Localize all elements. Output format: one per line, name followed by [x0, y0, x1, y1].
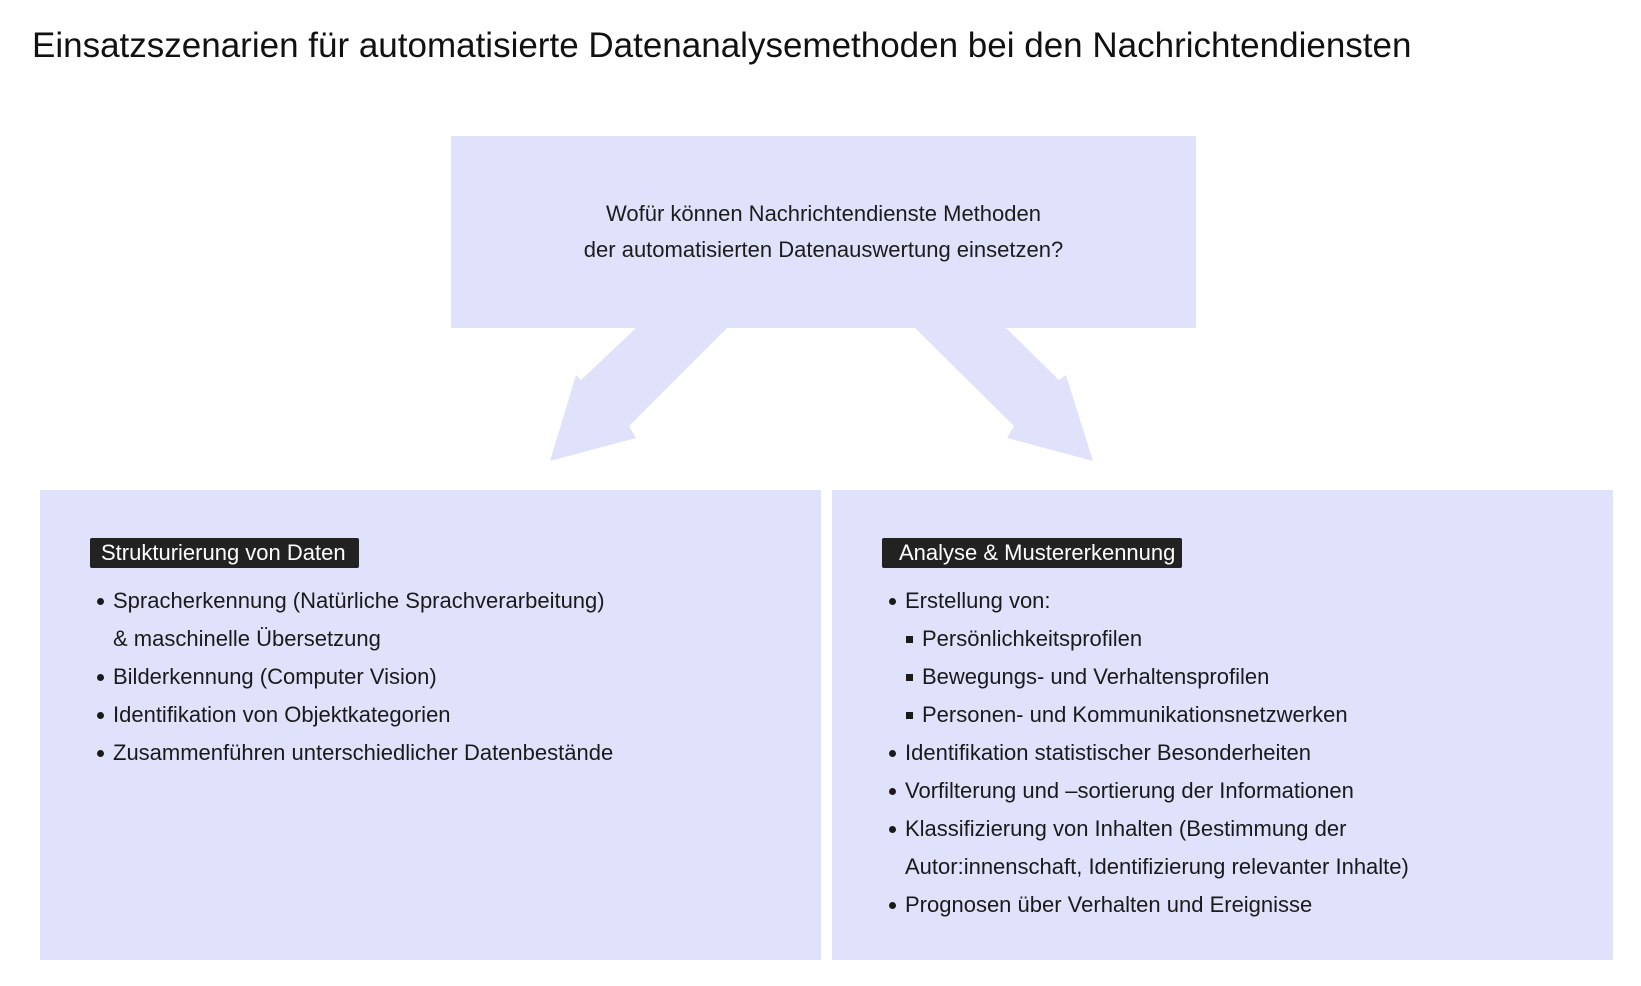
list-item: Erstellung von: [887, 582, 1409, 620]
list-item-continuation: Autor:innenschaft, Identifizierung relevanter Inhalte) [905, 854, 1409, 879]
list-item: Bilderkennung (Computer Vision) [95, 658, 613, 696]
list-item: Klassifizierung von Inhalten (Bestimmung der [887, 810, 1409, 848]
list-item: Identifikation statistischer Besonderheiten [887, 734, 1409, 772]
list-item: Zusammenführen unterschiedlicher Datenbestände [95, 734, 613, 772]
arrow-left [550, 328, 727, 461]
panel-analyse [832, 490, 1613, 960]
list-strukturierung [95, 582, 613, 772]
arrow-right [915, 328, 1093, 461]
list-item: Vorfilterung und –sortierung der Informationen [887, 772, 1409, 810]
question-line-1: Wofür können Nachrichtendienste Methoden [606, 201, 1041, 226]
list-subitem: Bewegungs- und Verhaltensprofilen [887, 658, 1409, 696]
panel-heading-strukturierung: Strukturierung von Daten [90, 538, 359, 568]
list-subitem: Personen- und Kommunikationsnetzwerken [887, 696, 1409, 734]
question-box [451, 136, 1196, 328]
panel-strukturierung [40, 490, 821, 960]
page-title: Einsatzszenarien für automatisierte Datenanalysemethoden bei den Nachrichtendiensten [32, 26, 1412, 65]
list-item: Identifikation von Objektkategorien [95, 696, 613, 734]
list-item: Prognosen über Verhalten und Ereignisse [887, 886, 1409, 924]
list-item: Spracherkennung (Natürliche Sprachverarbeitung) [95, 582, 613, 620]
list-subitem: Persönlichkeitsprofilen [887, 620, 1409, 658]
panel-heading-analyse: Analyse & Mustererkennung [882, 538, 1182, 568]
question-line-2: der automatisierten Datenauswertung einsetzen? [583, 237, 1064, 262]
list-item-continuation: & maschinelle Übersetzung [113, 626, 381, 651]
list-analyse [887, 582, 1409, 924]
